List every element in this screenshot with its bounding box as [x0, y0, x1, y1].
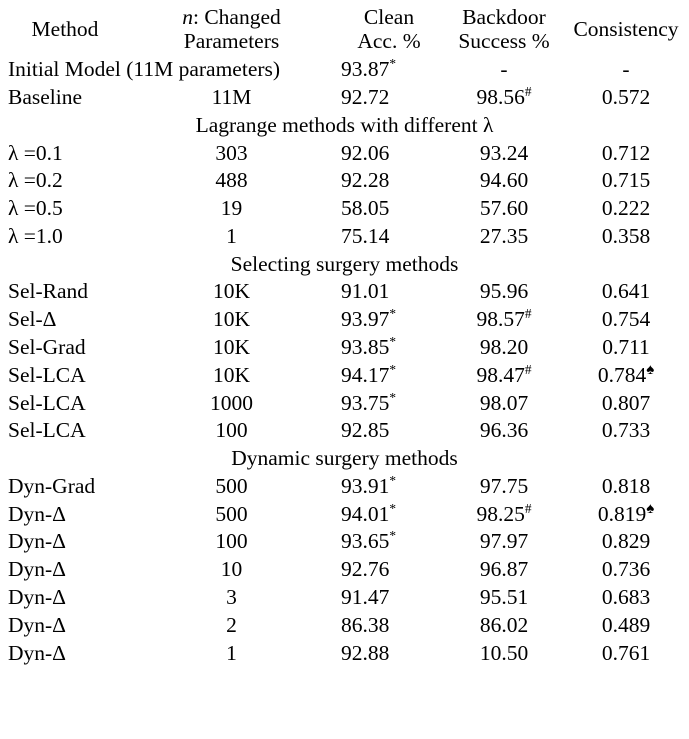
cell-value: 96.87 — [479, 557, 529, 582]
cell-backdoor-success — [441, 390, 567, 418]
cell-value: 93.97 — [341, 307, 390, 332]
cell-value: 93.91 — [341, 473, 390, 498]
cell-params: 10K — [212, 307, 251, 332]
cell-clean-acc — [337, 473, 441, 501]
cell-method: Sel-LCA — [8, 390, 86, 415]
table-row — [4, 584, 685, 612]
cell-consistency — [567, 278, 685, 306]
cell-backdoor-success — [441, 306, 567, 334]
cell-value: 86.38 — [341, 612, 390, 637]
significance-marker: * — [389, 361, 397, 377]
cell-value: 0.683 — [601, 585, 651, 609]
cell-clean-acc — [337, 501, 441, 529]
cell-method: λ =1.0 — [8, 223, 63, 248]
cell-clean-acc — [337, 84, 441, 112]
cell-method: Dyn-Δ — [8, 640, 67, 665]
cell-method: Sel-Rand — [8, 279, 89, 304]
column-header-clean: Clean Acc. % — [357, 5, 421, 54]
table-row — [4, 417, 685, 445]
cell-consistency — [567, 390, 685, 418]
significance-marker: * — [389, 306, 397, 322]
cell-value: 92.85 — [341, 418, 390, 443]
cell-backdoor-success — [441, 334, 567, 362]
cell-consistency — [567, 362, 685, 390]
cell-params: 10 — [220, 557, 243, 582]
cell-value: 93.87 — [341, 57, 390, 82]
table-row — [4, 56, 685, 84]
cell-clean-acc — [337, 167, 441, 195]
n-symbol: n — [182, 5, 193, 29]
table-row — [4, 167, 685, 195]
cell-params: 3 — [226, 585, 237, 609]
cell-consistency — [567, 167, 685, 195]
cell-value: 86.02 — [479, 612, 529, 637]
cell-value: 27.35 — [479, 223, 529, 248]
cell-params: 10K — [212, 362, 251, 387]
cell-method: Sel-LCA — [8, 362, 86, 387]
cell-clean-acc — [337, 417, 441, 445]
significance-marker: * — [389, 472, 397, 488]
cell-value: 91.47 — [341, 585, 390, 609]
cell-params: 11M — [211, 84, 252, 109]
cell-clean-acc — [337, 334, 441, 362]
table-row — [4, 556, 685, 584]
cell-params: 100 — [215, 418, 248, 443]
cell-value: 92.06 — [341, 140, 390, 165]
cell-value: 0.818 — [601, 473, 651, 498]
cell-method: Initial Model (11M parameters) — [8, 57, 281, 82]
column-header-consistency: Consistency — [573, 16, 679, 41]
cell-method: Sel-LCA — [8, 418, 86, 443]
cell-value: 98.56 — [476, 84, 525, 109]
cell-params: 500 — [215, 501, 248, 526]
cell-value: 93.65 — [341, 529, 390, 554]
cell-value: 92.88 — [341, 640, 390, 665]
cell-backdoor-success — [441, 195, 567, 223]
cell-clean-acc — [337, 612, 441, 640]
significance-marker: # — [524, 306, 532, 322]
cell-params: 488 — [215, 168, 248, 193]
cell-backdoor-success — [441, 140, 567, 168]
table-row — [4, 473, 685, 501]
cell-clean-acc — [337, 640, 441, 668]
column-header-bd: Backdoor Success % — [458, 5, 550, 54]
cell-method: λ =0.1 — [8, 140, 63, 165]
significance-marker: * — [389, 56, 397, 71]
cell-consistency — [567, 56, 685, 84]
table-section-row — [4, 251, 685, 279]
table-row — [4, 612, 685, 640]
cell-backdoor-success — [441, 528, 567, 556]
table-row — [4, 390, 685, 418]
cell-method: Dyn-Δ — [8, 585, 67, 609]
table-row — [4, 278, 685, 306]
cell-clean-acc — [337, 140, 441, 168]
cell-value: 98.47 — [476, 362, 525, 387]
cell-params: 500 — [215, 473, 248, 498]
significance-marker: # — [524, 500, 532, 516]
table-row — [4, 195, 685, 223]
table-row — [4, 223, 685, 251]
cell-consistency — [567, 334, 685, 362]
cell-value: 94.60 — [479, 168, 529, 193]
cell-value: 95.96 — [479, 279, 529, 304]
cell-value: 0.784 — [597, 362, 647, 387]
table-row — [4, 528, 685, 556]
cell-consistency — [567, 140, 685, 168]
cell-backdoor-success — [441, 612, 567, 640]
cell-value: 0.222 — [601, 196, 651, 221]
cell-backdoor-success — [441, 362, 567, 390]
column-header-method: Method — [31, 16, 99, 41]
cell-value: 96.36 — [479, 418, 529, 443]
table-row — [4, 84, 685, 112]
cell-method: Dyn-Δ — [8, 612, 67, 637]
cell-consistency — [567, 417, 685, 445]
table-row — [4, 362, 685, 390]
table-row — [4, 334, 685, 362]
cell-clean-acc — [337, 278, 441, 306]
cell-consistency — [567, 584, 685, 612]
cell-method: Baseline — [8, 84, 83, 109]
cell-value: 58.05 — [341, 196, 390, 221]
cell-value: 92.28 — [341, 168, 390, 193]
section-label: Dynamic surgery methods — [231, 446, 458, 471]
cell-clean-acc — [337, 584, 441, 612]
cell-params: 10K — [212, 334, 251, 359]
cell-backdoor-success — [441, 417, 567, 445]
cell-value: 0.736 — [601, 557, 651, 582]
cell-value: - — [500, 57, 508, 82]
cell-value: 0.712 — [601, 140, 651, 165]
cell-method: Dyn-Δ — [8, 557, 67, 582]
table-section-row — [4, 112, 685, 140]
cell-method: Dyn-Δ — [8, 529, 67, 554]
cell-value: 92.76 — [341, 557, 390, 582]
cell-value: 0.829 — [601, 529, 651, 554]
table-header-row — [4, 3, 685, 56]
cell-params: 2 — [226, 612, 237, 637]
cell-value: 0.358 — [601, 223, 651, 248]
results-table — [4, 3, 685, 667]
cell-backdoor-success — [441, 473, 567, 501]
cell-consistency — [567, 306, 685, 334]
cell-clean-acc — [337, 306, 441, 334]
significance-marker: * — [389, 333, 397, 349]
spade-marker-icon: ♠ — [646, 361, 655, 378]
table-row — [4, 640, 685, 668]
cell-backdoor-success — [441, 167, 567, 195]
cell-value: 57.60 — [479, 196, 529, 221]
cell-clean-acc — [337, 56, 441, 84]
cell-value: 10.50 — [479, 640, 529, 665]
cell-consistency — [567, 84, 685, 112]
section-label: Lagrange methods with different λ — [195, 112, 494, 137]
significance-marker: * — [389, 528, 397, 544]
cell-backdoor-success — [441, 501, 567, 529]
cell-value: 0.489 — [601, 612, 651, 637]
table-body — [4, 3, 685, 667]
cell-clean-acc — [337, 556, 441, 584]
cell-params: 1 — [226, 640, 237, 665]
cell-params: 10K — [212, 279, 251, 304]
table-section-row — [4, 445, 685, 473]
cell-value: 91.01 — [341, 279, 390, 304]
cell-method: Sel-Δ — [8, 307, 57, 332]
cell-backdoor-success — [441, 584, 567, 612]
cell-value: - — [622, 57, 630, 82]
cell-value: 0.754 — [601, 307, 651, 332]
cell-params: 1000 — [210, 390, 253, 415]
cell-consistency — [567, 640, 685, 668]
cell-value: 92.72 — [341, 84, 390, 109]
significance-marker: # — [524, 361, 532, 377]
cell-clean-acc — [337, 362, 441, 390]
cell-backdoor-success — [441, 223, 567, 251]
cell-value: 0.715 — [601, 168, 651, 193]
cell-backdoor-success — [441, 278, 567, 306]
cell-value: 0.641 — [601, 279, 651, 304]
cell-clean-acc — [337, 195, 441, 223]
table-row — [4, 501, 685, 529]
cell-value: 0.733 — [601, 418, 651, 443]
cell-value: 0.819 — [597, 501, 647, 526]
cell-params: 19 — [220, 196, 243, 221]
cell-consistency — [567, 223, 685, 251]
cell-clean-acc — [337, 528, 441, 556]
significance-marker: * — [389, 389, 397, 405]
cell-backdoor-success — [441, 84, 567, 112]
column-header-params: n: Changed Parameters — [182, 5, 281, 54]
cell-clean-acc — [337, 223, 441, 251]
cell-method: Sel-Grad — [8, 334, 86, 359]
cell-value: 95.51 — [479, 585, 529, 609]
cell-consistency — [567, 612, 685, 640]
cell-backdoor-success — [441, 556, 567, 584]
cell-value: 98.07 — [479, 390, 529, 415]
cell-params: 303 — [215, 140, 248, 165]
table-row — [4, 306, 685, 334]
cell-value: 0.761 — [601, 640, 651, 665]
cell-value: 94.01 — [341, 501, 390, 526]
cell-method: Dyn-Δ — [8, 501, 67, 526]
cell-method: λ =0.5 — [8, 196, 63, 221]
cell-consistency — [567, 195, 685, 223]
cell-consistency — [567, 501, 685, 529]
significance-marker: # — [524, 83, 532, 99]
cell-value: 98.20 — [479, 334, 529, 359]
cell-value: 93.24 — [479, 140, 529, 165]
cell-value: 93.85 — [341, 334, 390, 359]
table-row — [4, 140, 685, 168]
cell-value: 0.572 — [601, 84, 651, 109]
cell-value: 94.17 — [341, 362, 390, 387]
significance-marker: * — [389, 500, 397, 516]
cell-params: 100 — [215, 529, 248, 554]
cell-value: 0.807 — [601, 390, 651, 415]
cell-value: 93.75 — [341, 390, 390, 415]
cell-value: 97.97 — [479, 529, 529, 554]
cell-backdoor-success — [441, 640, 567, 668]
cell-clean-acc — [337, 390, 441, 418]
cell-value: 97.75 — [479, 473, 529, 498]
cell-params: 1 — [226, 223, 237, 248]
cell-value: 98.57 — [476, 307, 525, 332]
section-label: Selecting surgery methods — [230, 251, 459, 276]
cell-consistency — [567, 556, 685, 584]
cell-value: 98.25 — [476, 501, 525, 526]
cell-method: λ =0.2 — [8, 168, 63, 193]
spade-marker-icon: ♠ — [646, 500, 655, 517]
cell-backdoor-success — [441, 56, 567, 84]
cell-method: Dyn-Grad — [8, 473, 96, 498]
cell-value: 75.14 — [341, 223, 390, 248]
cell-consistency — [567, 473, 685, 501]
cell-value: 0.711 — [602, 334, 650, 359]
cell-consistency — [567, 528, 685, 556]
